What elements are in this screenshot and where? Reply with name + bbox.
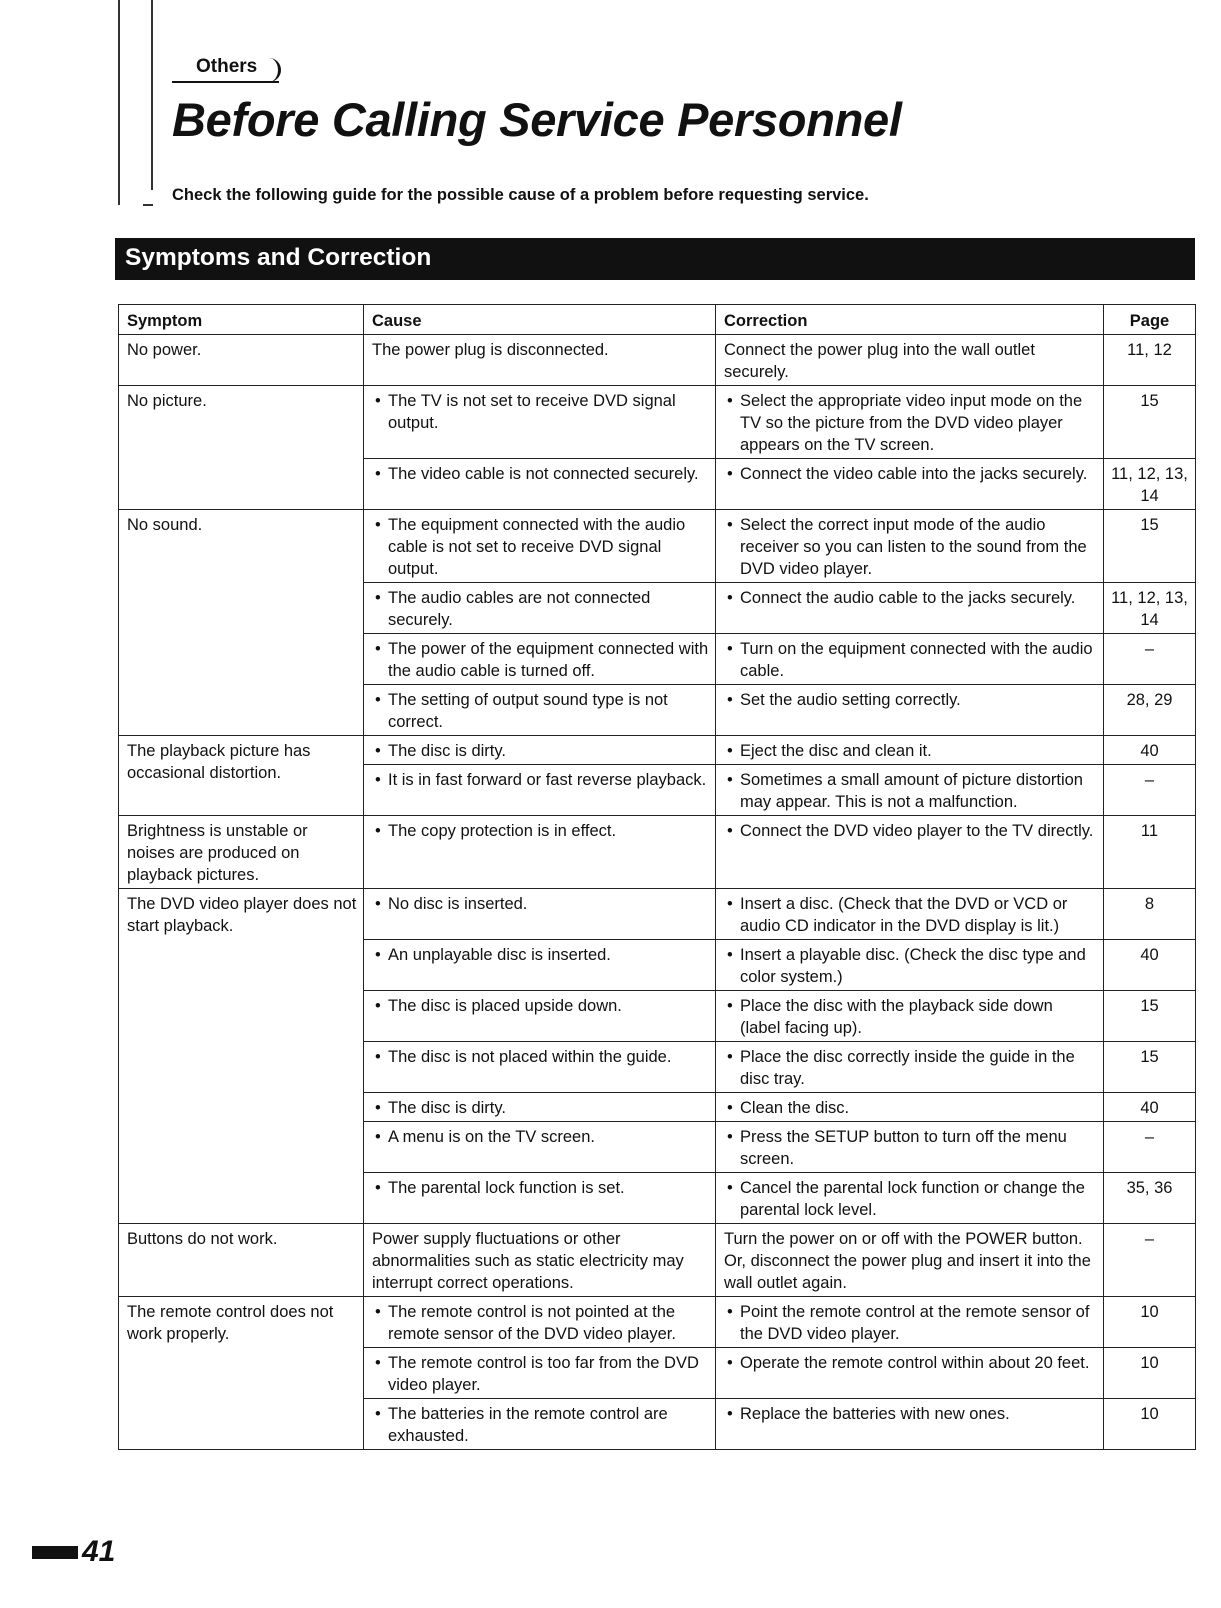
correction-cell bbox=[716, 386, 1104, 459]
table-body bbox=[119, 335, 1196, 1450]
page-cell: 35, 36 bbox=[1104, 1173, 1196, 1224]
table-row bbox=[119, 816, 1196, 889]
cause-cell bbox=[364, 940, 716, 991]
page-cell: 15 bbox=[1104, 1042, 1196, 1093]
header-correction: Correction bbox=[716, 305, 1104, 335]
symptom-cell: The remote control does not work properly. bbox=[119, 1297, 364, 1450]
page-cell: 40 bbox=[1104, 736, 1196, 765]
section-banner-title: Symptoms and Correction bbox=[125, 244, 432, 271]
page-cell: – bbox=[1104, 1224, 1196, 1297]
margin-rule-right bbox=[151, 0, 153, 190]
cause-text: • The remote control is too far from the DVD video player. bbox=[372, 1352, 709, 1396]
page-cell: 15 bbox=[1104, 991, 1196, 1042]
correction-text: • Cancel the parental lock function or change the parental lock level. bbox=[724, 1177, 1097, 1221]
table-row bbox=[119, 510, 1196, 583]
correction-cell bbox=[716, 1042, 1104, 1093]
section-tag: Others bbox=[172, 56, 279, 83]
page-cell: – bbox=[1104, 1122, 1196, 1173]
cause-text: • The disc is placed upside down. bbox=[372, 995, 709, 1017]
correction-text: • Place the disc correctly inside the guide in the disc tray. bbox=[724, 1046, 1097, 1090]
page-cell: 40 bbox=[1104, 1093, 1196, 1122]
correction-text: • Set the audio setting correctly. bbox=[724, 689, 1097, 711]
cause-cell bbox=[364, 816, 716, 889]
table-row bbox=[119, 386, 1196, 459]
cause-text: • A menu is on the TV screen. bbox=[372, 1126, 709, 1148]
cause-text: • The disc is not placed within the guide. bbox=[372, 1046, 709, 1068]
symptom-cell: No picture. bbox=[119, 386, 364, 510]
correction-cell bbox=[716, 459, 1104, 510]
symptom-cell: Brightness is unstable or noises are produced on playback pictures. bbox=[119, 816, 364, 889]
page-cell: – bbox=[1104, 765, 1196, 816]
page-number-text: 41 bbox=[82, 1535, 116, 1568]
page-cell: 11 bbox=[1104, 816, 1196, 889]
symptom-cell: No sound. bbox=[119, 510, 364, 736]
correction-cell bbox=[716, 634, 1104, 685]
table-header-row bbox=[119, 305, 1196, 335]
cause-text: • The batteries in the remote control are exhausted. bbox=[372, 1403, 709, 1447]
cause-cell bbox=[364, 1348, 716, 1399]
header-page: Page bbox=[1104, 305, 1196, 335]
correction-cell bbox=[716, 335, 1104, 386]
page-cell: 15 bbox=[1104, 386, 1196, 459]
correction-cell bbox=[716, 736, 1104, 765]
correction-text: • Replace the batteries with new ones. bbox=[724, 1403, 1097, 1425]
page-cell: 10 bbox=[1104, 1348, 1196, 1399]
table-row bbox=[119, 1297, 1196, 1348]
page-cell: 15 bbox=[1104, 510, 1196, 583]
table-row bbox=[119, 736, 1196, 765]
correction-text: • Operate the remote control within about 20 feet. bbox=[724, 1352, 1097, 1374]
page-cell: 40 bbox=[1104, 940, 1196, 991]
symptom-cell: The playback picture has occasional distortion. bbox=[119, 736, 364, 816]
cause-cell bbox=[364, 1173, 716, 1224]
correction-text: • Turn on the equipment connected with the audio cable. bbox=[724, 638, 1097, 682]
header-symptom: Symptom bbox=[119, 305, 364, 335]
correction-text: • Insert a playable disc. (Check the disc type and color system.) bbox=[724, 944, 1097, 988]
cause-text: • The power of the equipment connected with the audio cable is turned off. bbox=[372, 638, 709, 682]
symptom-cell: No power. bbox=[119, 335, 364, 386]
symptom-cell: Buttons do not work. bbox=[119, 1224, 364, 1297]
correction-cell bbox=[716, 1297, 1104, 1348]
cause-text: The power plug is disconnected. bbox=[372, 341, 609, 359]
margin-rule-left bbox=[118, 0, 120, 205]
cause-cell bbox=[364, 1297, 716, 1348]
table-row bbox=[119, 889, 1196, 940]
page-cell: 11, 12, 13, 14 bbox=[1104, 459, 1196, 510]
correction-cell bbox=[716, 816, 1104, 889]
correction-text: • Clean the disc. bbox=[724, 1097, 1097, 1119]
cause-cell bbox=[364, 889, 716, 940]
cause-cell bbox=[364, 1122, 716, 1173]
cause-cell bbox=[364, 1399, 716, 1450]
correction-text: • Point the remote control at the remote sensor of the DVD video player. bbox=[724, 1301, 1097, 1345]
correction-text: • Sometimes a small amount of picture distortion may appear. This is not a malfunction. bbox=[724, 769, 1097, 813]
cause-cell bbox=[364, 386, 716, 459]
correction-text: • Select the correct input mode of the audio receiver so you can listen to the sound from the DVD video player. bbox=[724, 514, 1097, 580]
cause-text: Power supply fluctuations or other abnormalities such as static electricity may interrupt correct operations. bbox=[372, 1230, 684, 1292]
cause-cell bbox=[364, 634, 716, 685]
cause-text: • The video cable is not connected securely. bbox=[372, 463, 709, 485]
correction-cell bbox=[716, 510, 1104, 583]
cause-text: • The disc is dirty. bbox=[372, 1097, 709, 1119]
correction-cell bbox=[716, 1399, 1104, 1450]
correction-text: Turn the power on or off with the POWER button. Or, disconnect the power plug and insert it into the wall outlet again. bbox=[724, 1230, 1091, 1292]
cause-cell bbox=[364, 459, 716, 510]
cause-cell bbox=[364, 1093, 716, 1122]
cause-cell bbox=[364, 583, 716, 634]
correction-text: • Press the SETUP button to turn off the menu screen. bbox=[724, 1126, 1097, 1170]
correction-cell bbox=[716, 889, 1104, 940]
page-number bbox=[32, 1535, 115, 1569]
section-banner bbox=[115, 238, 1195, 280]
cause-text: • The equipment connected with the audio cable is not set to receive DVD signal output. bbox=[372, 514, 709, 580]
cause-cell bbox=[364, 510, 716, 583]
symptom-cell: The DVD video player does not start playback. bbox=[119, 889, 364, 1224]
cause-text: • The copy protection is in effect. bbox=[372, 820, 709, 842]
cause-cell bbox=[364, 335, 716, 386]
correction-text: • Select the appropriate video input mode on the TV so the picture from the DVD video player appears on the TV screen. bbox=[724, 390, 1097, 456]
cause-cell bbox=[364, 685, 716, 736]
correction-cell bbox=[716, 685, 1104, 736]
page-cell: 11, 12 bbox=[1104, 335, 1196, 386]
cause-text: • The setting of output sound type is not correct. bbox=[372, 689, 709, 733]
cause-text: • No disc is inserted. bbox=[372, 893, 709, 915]
correction-text: • Insert a disc. (Check that the DVD or VCD or audio CD indicator in the DVD display is lit.) bbox=[724, 893, 1097, 937]
cause-text: • An unplayable disc is inserted. bbox=[372, 944, 709, 966]
cause-text: • The remote control is not pointed at the remote sensor of the DVD video player. bbox=[372, 1301, 709, 1345]
page-cell: 28, 29 bbox=[1104, 685, 1196, 736]
correction-cell bbox=[716, 991, 1104, 1042]
cause-cell bbox=[364, 1224, 716, 1297]
cause-text: • It is in fast forward or fast reverse playback. bbox=[372, 769, 709, 791]
correction-cell bbox=[716, 765, 1104, 816]
page-cell: – bbox=[1104, 634, 1196, 685]
cause-cell bbox=[364, 991, 716, 1042]
page-cell: 11, 12, 13, 14 bbox=[1104, 583, 1196, 634]
table-row bbox=[119, 335, 1196, 386]
page-title: Before Calling Service Personnel bbox=[172, 93, 902, 146]
correction-cell bbox=[716, 1348, 1104, 1399]
symptoms-table bbox=[118, 304, 1196, 1450]
page-number-bar bbox=[32, 1546, 78, 1559]
intro-text: Check the following guide for the possible cause of a problem before requesting service. bbox=[172, 186, 869, 204]
cause-text: • The parental lock function is set. bbox=[372, 1177, 709, 1199]
correction-text: • Connect the audio cable to the jacks securely. bbox=[724, 587, 1097, 609]
page-cell: 10 bbox=[1104, 1297, 1196, 1348]
table-row bbox=[119, 1224, 1196, 1297]
correction-cell bbox=[716, 940, 1104, 991]
correction-cell bbox=[716, 1173, 1104, 1224]
correction-cell bbox=[716, 1093, 1104, 1122]
correction-text: • Connect the video cable into the jacks securely. bbox=[724, 463, 1097, 485]
page-cell: 8 bbox=[1104, 889, 1196, 940]
correction-text: • Place the disc with the playback side down (label facing up). bbox=[724, 995, 1097, 1039]
correction-text: • Eject the disc and clean it. bbox=[724, 740, 1097, 762]
cause-text: • The disc is dirty. bbox=[372, 740, 709, 762]
cause-cell bbox=[364, 736, 716, 765]
correction-text: • Connect the DVD video player to the TV directly. bbox=[724, 820, 1097, 842]
header-cause: Cause bbox=[364, 305, 716, 335]
correction-cell bbox=[716, 583, 1104, 634]
correction-text: Connect the power plug into the wall outlet securely. bbox=[724, 341, 1035, 381]
cause-text: • The TV is not set to receive DVD signal output. bbox=[372, 390, 709, 434]
correction-cell bbox=[716, 1224, 1104, 1297]
cause-text: • The audio cables are not connected securely. bbox=[372, 587, 709, 631]
page-cell: 10 bbox=[1104, 1399, 1196, 1450]
cause-cell bbox=[364, 765, 716, 816]
margin-rule-tick bbox=[143, 204, 153, 206]
cause-cell bbox=[364, 1042, 716, 1093]
correction-cell bbox=[716, 1122, 1104, 1173]
